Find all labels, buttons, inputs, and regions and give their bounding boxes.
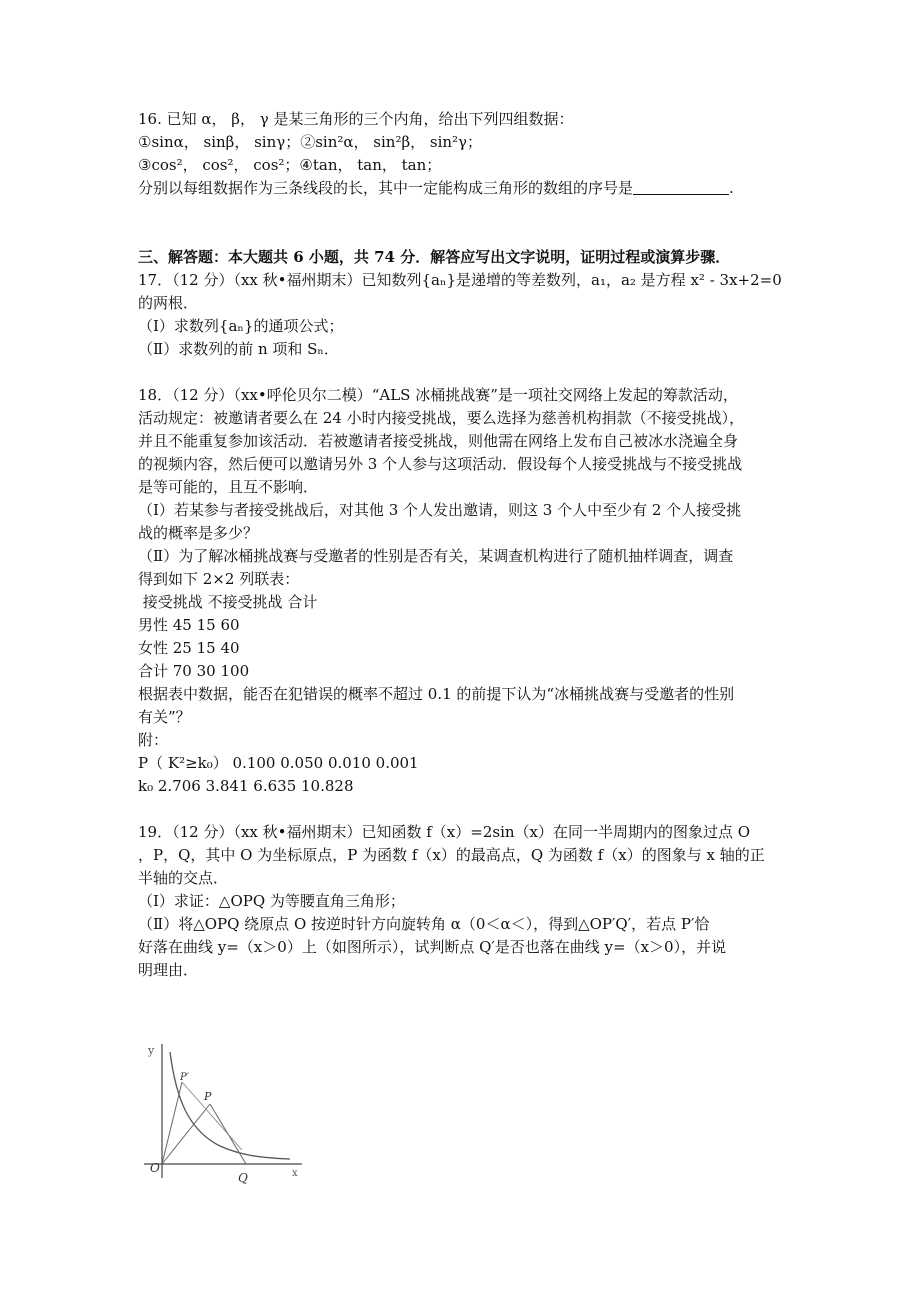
q19-line: 19．（12 分）（xx 秋•福州期末）已知函数 f（x）=2sin（x）在同一半周期内的图象过点 O (138, 823, 751, 841)
q18-after-line: 根据表中数据，能否在犯错误的概率不超过 0.1 的前提下认为“冰桶挑战赛与受邀者的性别 (138, 685, 735, 703)
q16-ask (138, 177, 788, 200)
reference-table-row: k₀ 2.706 3.841 6.635 10.828 (138, 777, 354, 795)
q16-groups-line1: ①sinα， sinβ， sinγ；②sin²α， sin²β， sin²γ； (138, 133, 483, 151)
q19-line: 明理由． (138, 961, 199, 979)
q18-line: 得到如下 2×2 列联表： (138, 570, 300, 588)
q16-ask-text: 分别以每组数据作为三条线段的长，其中一定能构成三角形的数组的序号是 (138, 179, 634, 197)
q17-part1: （Ⅰ）求数列{aₙ}的通项公式； (138, 317, 344, 335)
rotation-figure (140, 1038, 310, 1188)
q16-groups-line2: ③cos²， cos²， cos²；④tan， tan， tan； (138, 156, 442, 174)
contingency-table-row: 合计 70 30 100 (138, 662, 250, 680)
q19-line: 半轴的交点． (138, 869, 229, 887)
q17-line1: 17．（12 分）（xx 秋•福州期末）已知数列{aₙ}是递增的等差数列，a₁，a₂ 是方程 x² - 3x+2=0 (138, 271, 782, 289)
label-p: P (204, 1090, 212, 1103)
q19-line: 好落在曲线 y=（x＞0）上（如图所示），试判断点 Q′是否也落在曲线 y=（x＞0），并说 (138, 938, 727, 956)
reference-table-row: P（ K²≥k₀） 0.100 0.050 0.010 0.001 (138, 754, 419, 772)
contingency-table-row: 接受挑战 不接受挑战 合计 (138, 593, 318, 611)
q19-line: ，P，Q，其中 O 为坐标原点，P 为函数 f（x）的最高点，Q 为函数 f（x）的图象与 x 轴的正 (138, 846, 765, 864)
q18-line: 是等可能的，且互不影响． (138, 478, 319, 496)
q19-line: （Ⅰ）求证：△OPQ 为等腰直角三角形； (138, 892, 405, 910)
q19-line: （Ⅱ）将△OPQ 绕原点 O 按逆时针方向旋转角 α（0＜α＜），得到△OP′Q′，若点 P′恰 (138, 915, 710, 933)
q18-line: （Ⅱ）为了解冰桶挑战赛与受邀者的性别是否有关，某调查机构进行了随机抽样调查，调查 (138, 547, 734, 565)
q16-end: . (729, 179, 734, 197)
document-page (138, 108, 788, 982)
q18-line: （Ⅰ）若某参与者接受挑战后，对其他 3 个人发出邀请，则这 3 个人中至少有 2 个人接受挑 (138, 501, 742, 519)
q18-line: 并且不能重复参加该活动．若被邀请者接受挑战，则他需在网络上发布自己被冰水浇遍全身 (138, 432, 739, 450)
answer-blank (633, 180, 729, 195)
contingency-table-row: 女性 25 15 40 (138, 639, 240, 657)
contingency-table-row: 男性 45 15 60 (138, 616, 240, 634)
label-q: Q (238, 1171, 248, 1185)
q18-after-line: 有关”？ (138, 708, 191, 726)
q18-line: 战的概率是多少？ (138, 524, 259, 542)
hyperbola-curve (170, 1052, 290, 1159)
section3-heading: 三、解答题：本大题共 6 小题，共 74 分．解答应写出文字说明，证明过程或演算步骤． (138, 248, 731, 266)
label-x: x (292, 1168, 298, 1179)
q18-line: 的视频内容，然后便可以邀请另外 3 个人参与这项活动．假设每个人接受挑战与不接受挑战 (138, 455, 743, 473)
label-origin: O (150, 1161, 160, 1175)
q16-stem: 16. 已知 α， β， γ 是某三角形的三个内角，给出下列四组数据： (138, 110, 574, 128)
label-p-prime: P′ (180, 1072, 189, 1083)
label-y: y (148, 1044, 155, 1057)
segment-p-prime-q-prime (182, 1082, 242, 1150)
q17-line2: 的两根． (138, 294, 199, 312)
q17-part2: （Ⅱ）求数列的前 n 项和 Sₙ． (138, 340, 339, 358)
q18-line: 18．（12 分）（xx•呼伦贝尔二模）“ALS 冰桶挑战赛”是一项社交网络上发起的筹款活动， (138, 386, 738, 404)
q18-after-line: 附： (138, 731, 169, 749)
q18-line: 活动规定：被邀请者要么在 24 小时内接受挑战，要么选择为慈善机构捐款（不接受挑战）， (138, 409, 745, 427)
